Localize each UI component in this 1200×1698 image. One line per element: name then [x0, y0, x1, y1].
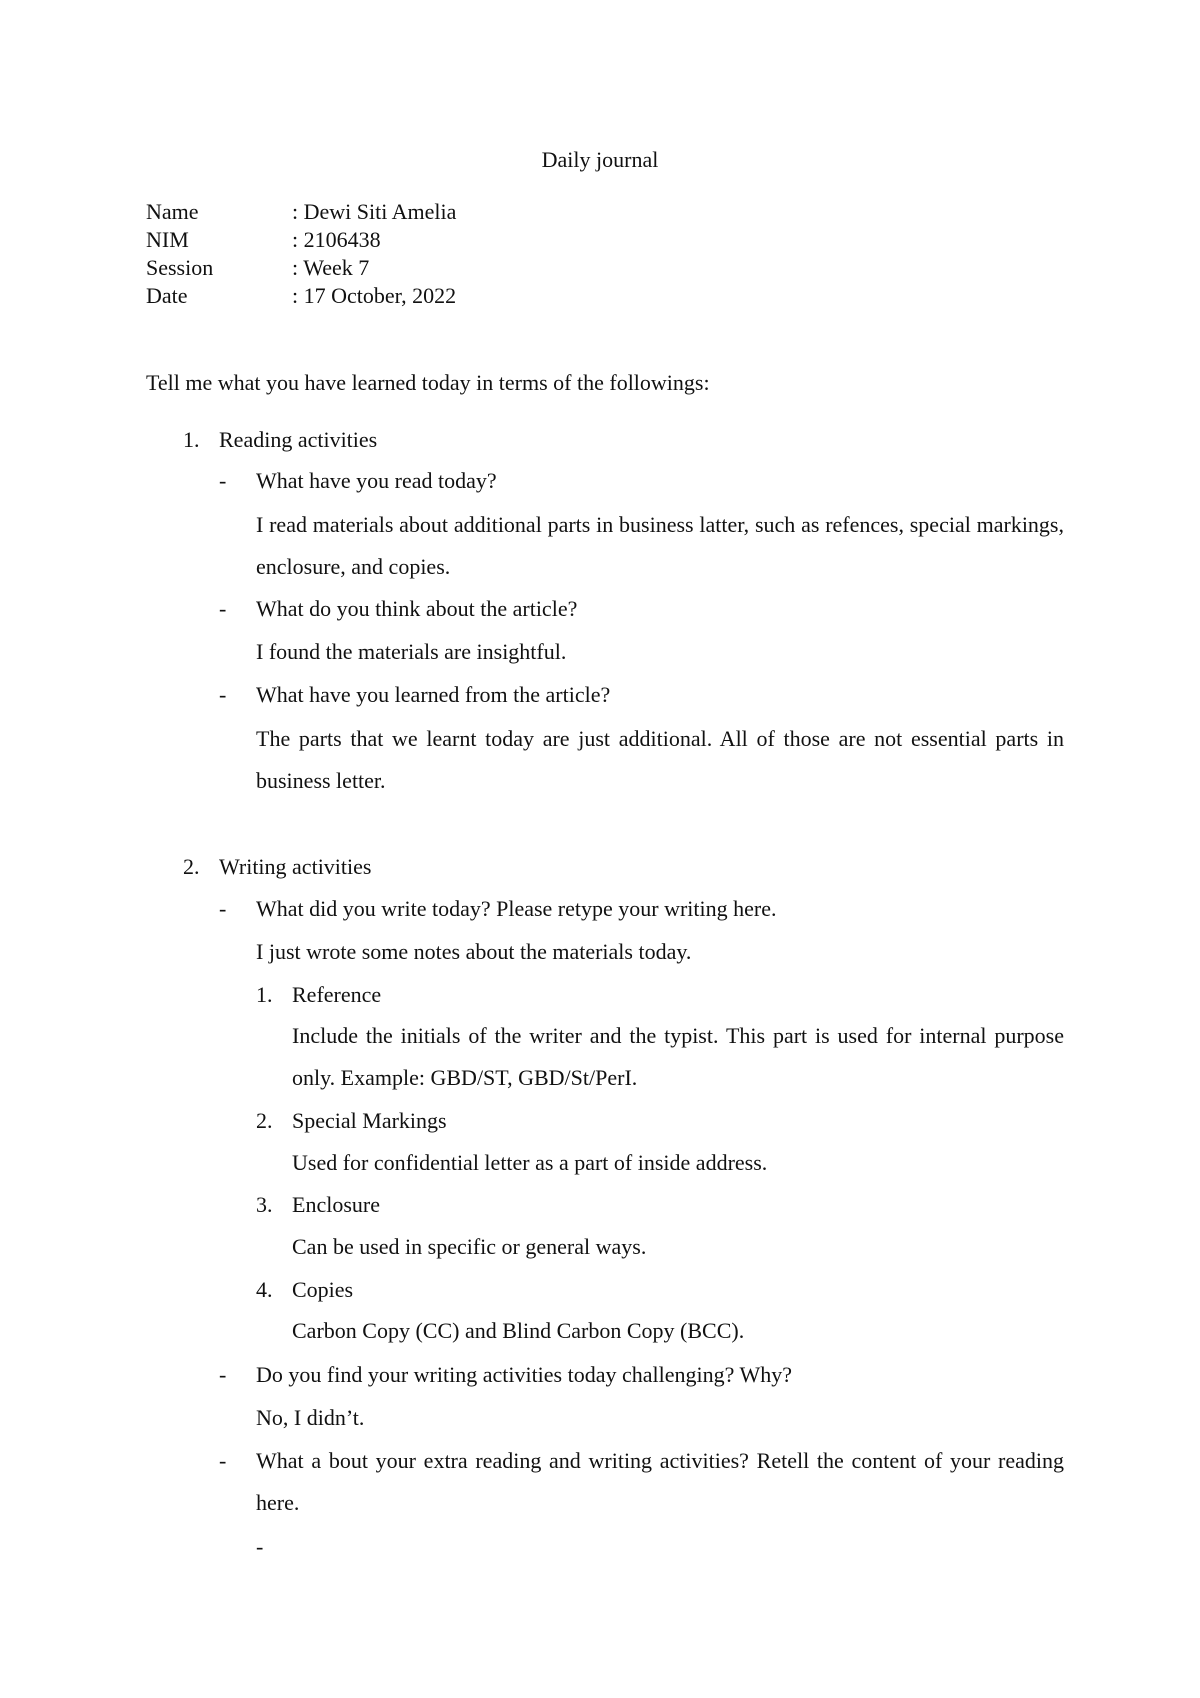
answer: The parts that we learnt today are just additional. All of those are not essential parts in business letter. [256, 726, 1064, 793]
note-title: Special Markings [292, 1108, 447, 1133]
info-label: Name [146, 199, 199, 224]
info-value: : Week 7 [292, 255, 370, 280]
note-title: Copies [292, 1277, 354, 1302]
answer: I read materials about additional parts in business latter, such as refences, special markings, enclosure, and copies. [256, 512, 1064, 579]
bullet-dash: - [219, 896, 227, 921]
question: What a bout your extra reading and writing activities? Retell the content of your reading here. [256, 1448, 1064, 1515]
info-label: Session [146, 255, 214, 280]
note-body: Include the initials of the writer and the typist. This part is used for internal purpose only. Example: GBD/ST, GBD/St/PerI. [292, 1023, 1064, 1090]
question: Do you find your writing activities today challenging? Why? [256, 1362, 793, 1387]
bullet-dash: - [219, 682, 227, 707]
bullet-dash: - [219, 1362, 227, 1387]
info-value: : Dewi Siti Amelia [292, 199, 457, 224]
note-body: Used for confidential letter as a part of inside address. [292, 1150, 768, 1175]
student-info [146, 198, 456, 310]
answer: No, I didn’t. [256, 1405, 365, 1430]
section-number: 2. [183, 854, 200, 879]
section-heading-writing: Writing activities [219, 854, 372, 879]
note-number: 4. [256, 1277, 273, 1302]
question: What did you write today? Please retype your writing here. [256, 896, 777, 921]
note-number: 3. [256, 1192, 273, 1217]
info-row-name [146, 198, 456, 226]
answer: I just wrote some notes about the materials today. [256, 939, 692, 964]
info-label: Date [146, 283, 188, 308]
info-value: : 17 October, 2022 [292, 283, 457, 308]
bullet-dash: - [219, 596, 227, 621]
answer: I found the materials are insightful. [256, 639, 567, 664]
note-body: Carbon Copy (CC) and Blind Carbon Copy (BCC). [292, 1318, 745, 1343]
info-row-session [146, 254, 456, 282]
note-body: Can be used in specific or general ways. [292, 1234, 647, 1259]
note-number: 1. [256, 982, 273, 1007]
info-row-nim [146, 226, 456, 254]
note-number: 2. [256, 1108, 273, 1133]
section-heading-reading: Reading activities [219, 427, 378, 452]
question: What do you think about the article? [256, 596, 578, 621]
note-title: Enclosure [292, 1192, 380, 1217]
info-value: : 2106438 [292, 227, 381, 252]
bullet-dash: - [219, 1448, 227, 1473]
note-title: Reference [292, 982, 382, 1007]
section-number: 1. [183, 427, 200, 452]
page-title: Daily journal [541, 147, 659, 172]
bullet-dash: - [219, 468, 227, 493]
instructions: Tell me what you have learned today in terms of the followings: [146, 370, 710, 395]
question: What have you read today? [256, 468, 497, 493]
question: What have you learned from the article? [256, 682, 611, 707]
info-row-date [146, 282, 456, 310]
info-label: NIM [146, 227, 189, 252]
bullet-dash: - [256, 1534, 264, 1559]
